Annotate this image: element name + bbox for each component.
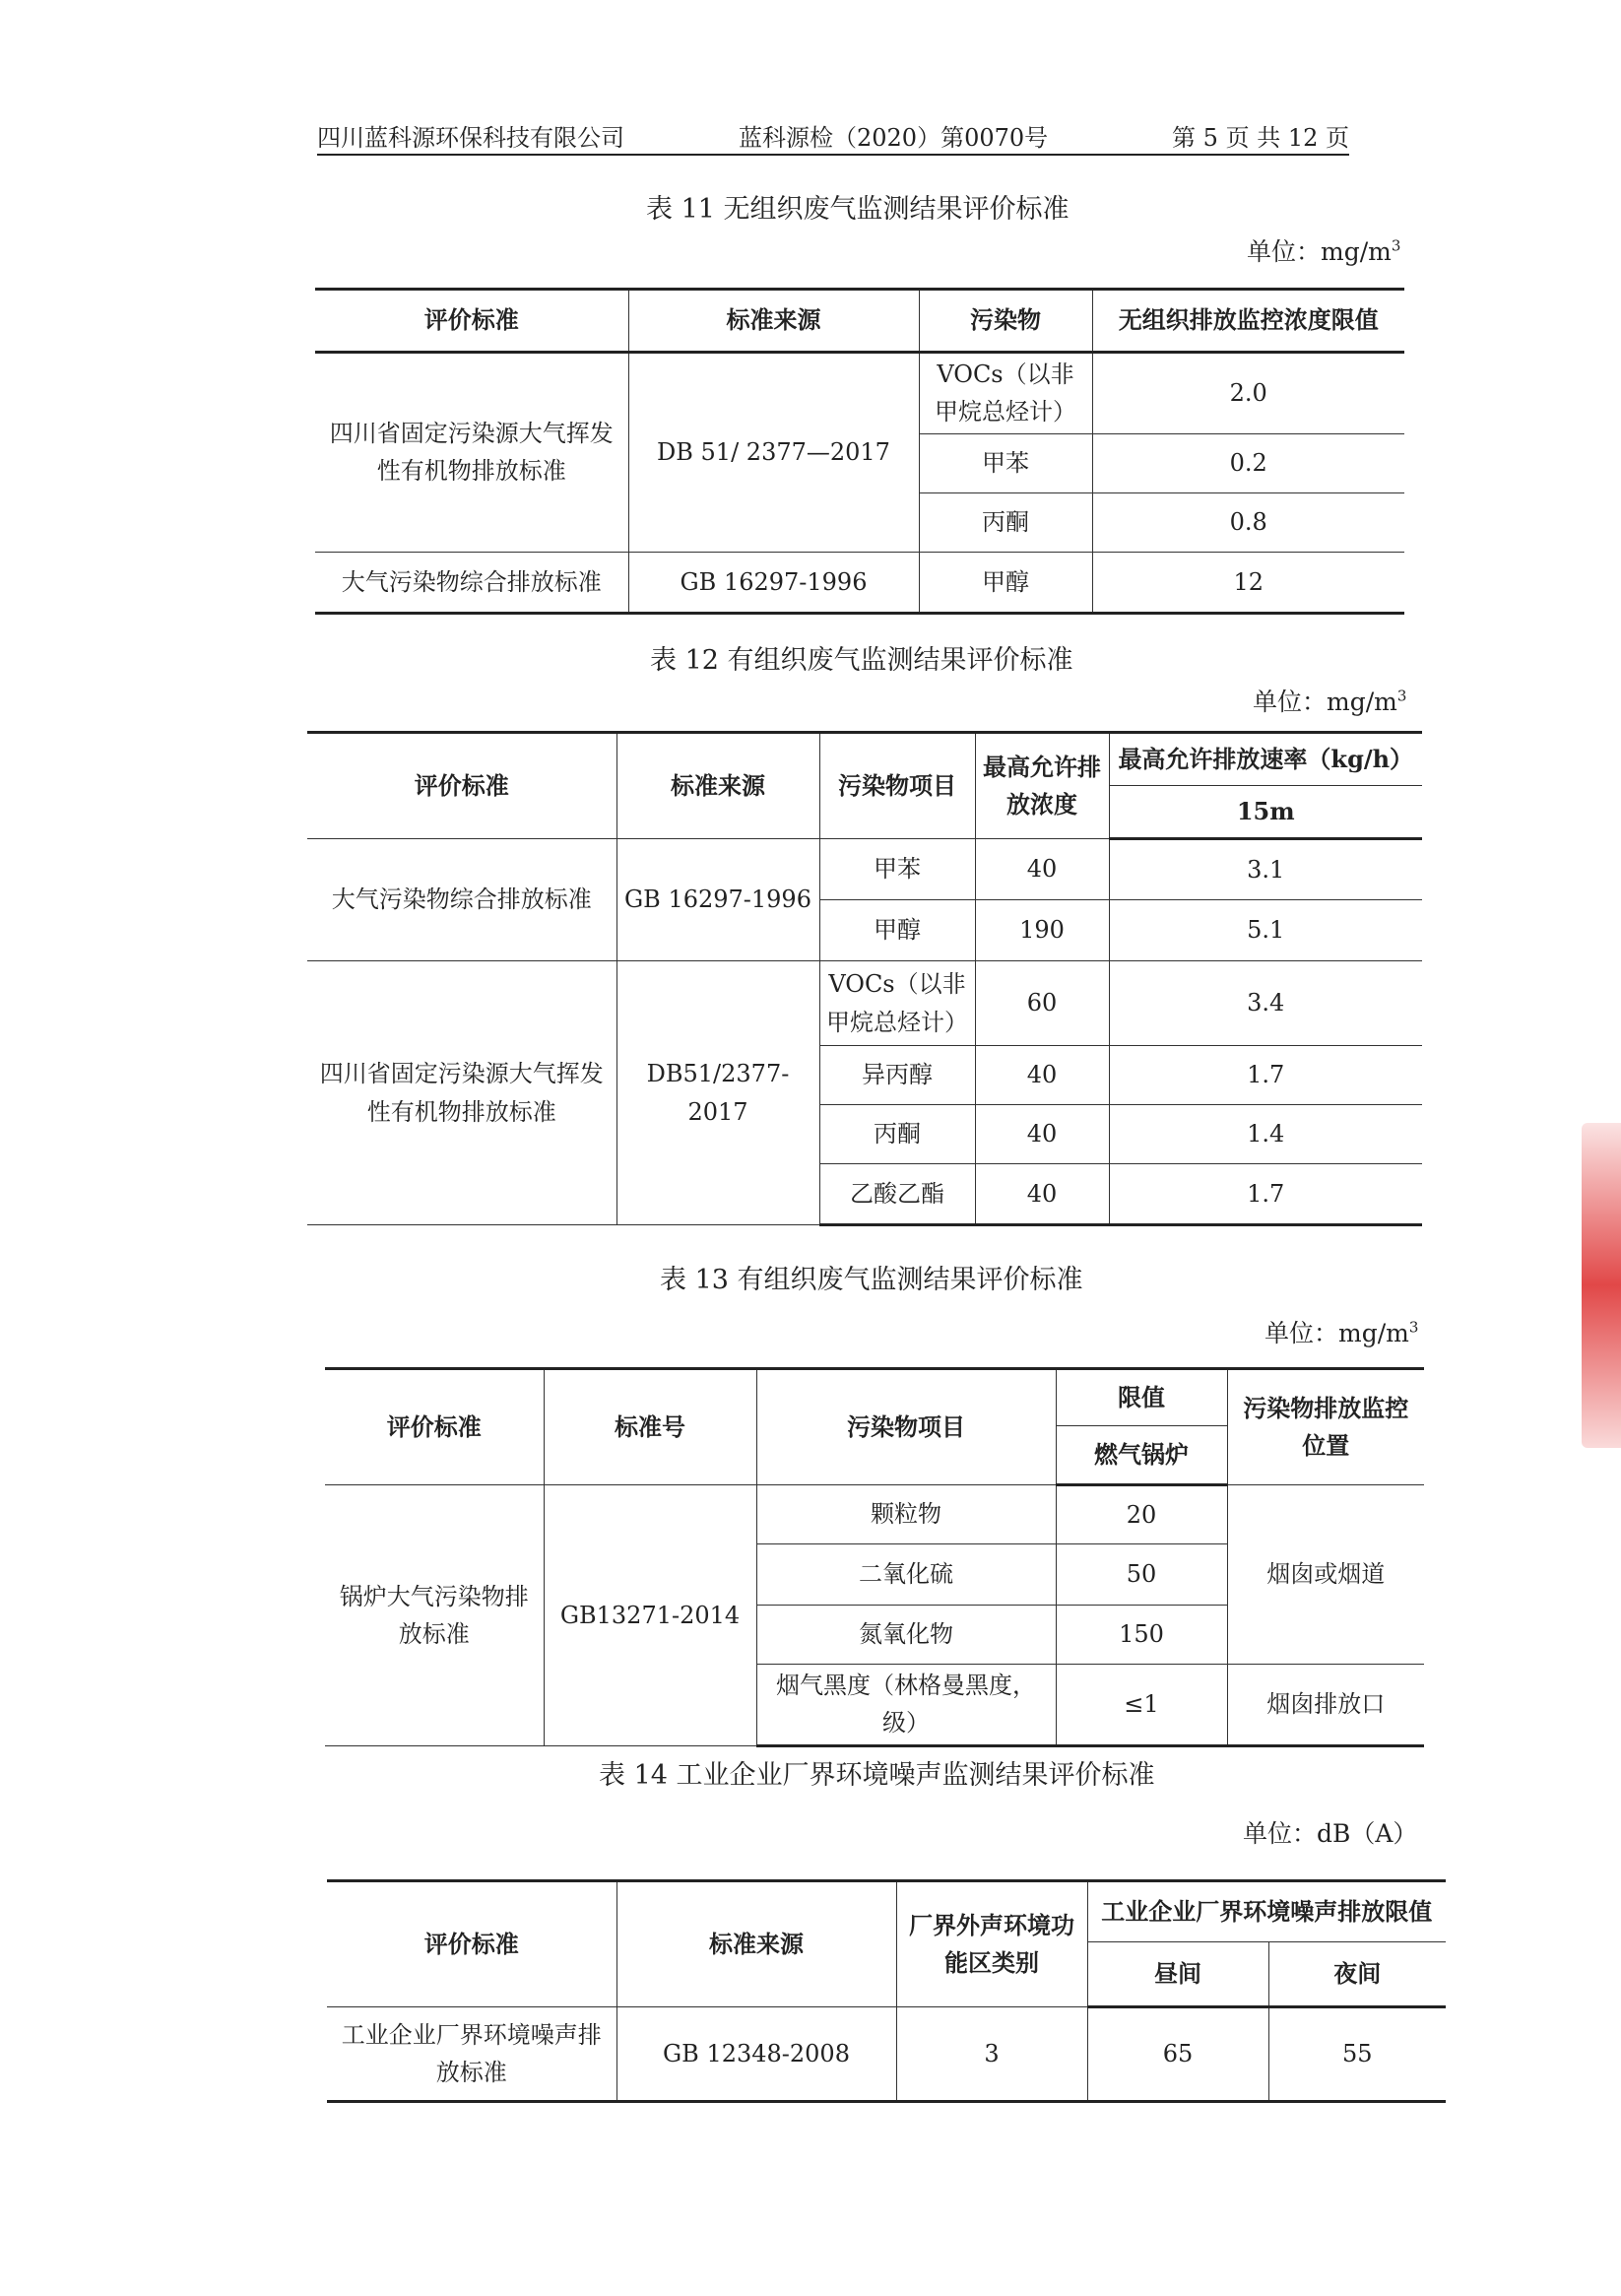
table-12-caption: 表 12 有组织废气监测结果评价标准 <box>650 645 1073 676</box>
table-12 <box>307 731 1422 1226</box>
t13-header-limit: 限值 <box>1056 1369 1227 1426</box>
t13-header-pollutant: 污染物项目 <box>756 1369 1056 1485</box>
t13-limit: 50 <box>1056 1544 1227 1606</box>
t12-rate: 3.1 <box>1109 839 1422 900</box>
t11-source: DB 51/ 2377—2017 <box>628 353 919 553</box>
t12-header-source: 标准来源 <box>616 733 819 839</box>
t12-conc: 40 <box>975 839 1109 900</box>
table-11 <box>315 288 1404 615</box>
t12-pollutant: 甲醇 <box>819 900 975 961</box>
t11-header-pollutant: 污染物 <box>919 290 1092 353</box>
t14-header-limit: 工业企业厂界环境噪声排放限值 <box>1087 1881 1446 1942</box>
t13-header-standard: 评价标准 <box>325 1369 544 1485</box>
t11-pollutant: VOCs（以非甲烷总烃计） <box>919 353 1092 434</box>
company-name: 四川蓝科源环保科技有限公司 <box>317 124 624 152</box>
t13-header-location: 污染物排放监控位置 <box>1227 1369 1424 1485</box>
t14-source: GB 12348-2008 <box>616 2007 896 2102</box>
table-13 <box>325 1367 1424 1747</box>
t13-limit: ≤1 <box>1056 1665 1227 1746</box>
t13-limit: 150 <box>1056 1606 1227 1665</box>
t13-header-gas-boiler: 燃气锅炉 <box>1056 1426 1227 1485</box>
t12-header-height: 15m <box>1109 786 1422 839</box>
t14-header-source: 标准来源 <box>616 1881 896 2007</box>
t12-pollutant: 异丙醇 <box>819 1046 975 1105</box>
t12-source: DB51/2377-2017 <box>616 961 819 1225</box>
t12-pollutant: 甲苯 <box>819 839 975 900</box>
t14-header-standard: 评价标准 <box>327 1881 616 2007</box>
t13-location: 烟囱排放口 <box>1227 1665 1424 1746</box>
t12-source: GB 16297-1996 <box>616 839 819 961</box>
report-number: 蓝科源检（2020）第0070号 <box>739 124 1049 152</box>
table-11-unit: 单位：$mg/m^3$ <box>1247 236 1401 266</box>
red-seal-stamp-edge <box>1582 1123 1621 1448</box>
table-13-caption: 表 13 有组织废气监测结果评价标准 <box>660 1265 1083 1295</box>
t12-rate: 5.1 <box>1109 900 1422 961</box>
t14-zone: 3 <box>896 2007 1087 2102</box>
t12-conc: 190 <box>975 900 1109 961</box>
t13-pollutant: 烟气黑度（林格曼黑度，级） <box>756 1665 1056 1746</box>
t14-header-night: 夜间 <box>1268 1942 1446 2007</box>
t12-pollutant: VOCs（以非甲烷总烃计） <box>819 961 975 1046</box>
t11-limit: 0.2 <box>1092 433 1404 492</box>
t11-limit: 2.0 <box>1092 353 1404 434</box>
table-13-unit: 单位：$mg/m^3$ <box>1264 1318 1419 1347</box>
t12-standard: 四川省固定污染源大气挥发性有机物排放标准 <box>307 961 616 1225</box>
table-14 <box>327 1879 1446 2103</box>
t12-header-standard: 评价标准 <box>307 733 616 839</box>
table-11-caption: 表 11 无组织废气监测结果评价标准 <box>646 194 1070 225</box>
t13-pollutant: 氮氧化物 <box>756 1606 1056 1665</box>
t14-night: 55 <box>1268 2007 1446 2102</box>
t12-rate: 1.7 <box>1109 1164 1422 1225</box>
t12-pollutant: 乙酸乙酯 <box>819 1164 975 1225</box>
t11-limit: 0.8 <box>1092 492 1404 552</box>
t13-std-no: GB13271-2014 <box>544 1485 756 1746</box>
t14-day: 65 <box>1087 2007 1268 2102</box>
t13-header-std-no: 标准号 <box>544 1369 756 1485</box>
t11-header-source: 标准来源 <box>628 290 919 353</box>
table-12-unit: 单位：$mg/m^3$ <box>1253 687 1407 716</box>
t11-standard: 四川省固定污染源大气挥发性有机物排放标准 <box>315 353 628 553</box>
page-number: 第 5 页 共 12 页 <box>1172 124 1349 152</box>
t12-conc: 40 <box>975 1164 1109 1225</box>
table-14-caption: 表 14 工业企业厂界环境噪声监测结果评价标准 <box>599 1760 1155 1791</box>
t12-pollutant: 丙酮 <box>819 1105 975 1164</box>
t12-conc: 40 <box>975 1105 1109 1164</box>
t11-limit: 12 <box>1092 552 1404 613</box>
t12-header-conc: 最高允许排放浓度 <box>975 733 1109 839</box>
t11-pollutant: 甲醇 <box>919 552 1092 613</box>
t11-source: GB 16297-1996 <box>628 552 919 613</box>
t12-conc: 40 <box>975 1046 1109 1105</box>
t11-pollutant: 丙酮 <box>919 492 1092 552</box>
t14-standard: 工业企业厂界环境噪声排放标准 <box>327 2007 616 2102</box>
t11-standard: 大气污染物综合排放标准 <box>315 552 628 613</box>
t13-location: 烟囱或烟道 <box>1227 1485 1424 1665</box>
t11-pollutant: 甲苯 <box>919 433 1092 492</box>
t13-standard: 锅炉大气污染物排放标准 <box>325 1485 544 1746</box>
t13-pollutant: 颗粒物 <box>756 1485 1056 1544</box>
t13-limit: 20 <box>1056 1485 1227 1544</box>
table-14-unit: 单位：dB（A） <box>1243 1819 1418 1848</box>
t11-header-standard: 评价标准 <box>315 290 628 353</box>
t13-pollutant: 二氧化硫 <box>756 1544 1056 1606</box>
t12-rate: 1.4 <box>1109 1105 1422 1164</box>
t12-header-pollutant: 污染物项目 <box>819 733 975 839</box>
t12-header-rate: 最高允许排放速率（kg/h） <box>1109 733 1422 786</box>
t14-header-day: 昼间 <box>1087 1942 1268 2007</box>
t12-rate: 3.4 <box>1109 961 1422 1046</box>
t12-conc: 60 <box>975 961 1109 1046</box>
t11-header-limit: 无组织排放监控浓度限值 <box>1092 290 1404 353</box>
t14-header-zone: 厂界外声环境功能区类别 <box>896 1881 1087 2007</box>
t12-rate: 1.7 <box>1109 1046 1422 1105</box>
t12-standard: 大气污染物综合排放标准 <box>307 839 616 961</box>
page-header <box>317 110 1349 156</box>
